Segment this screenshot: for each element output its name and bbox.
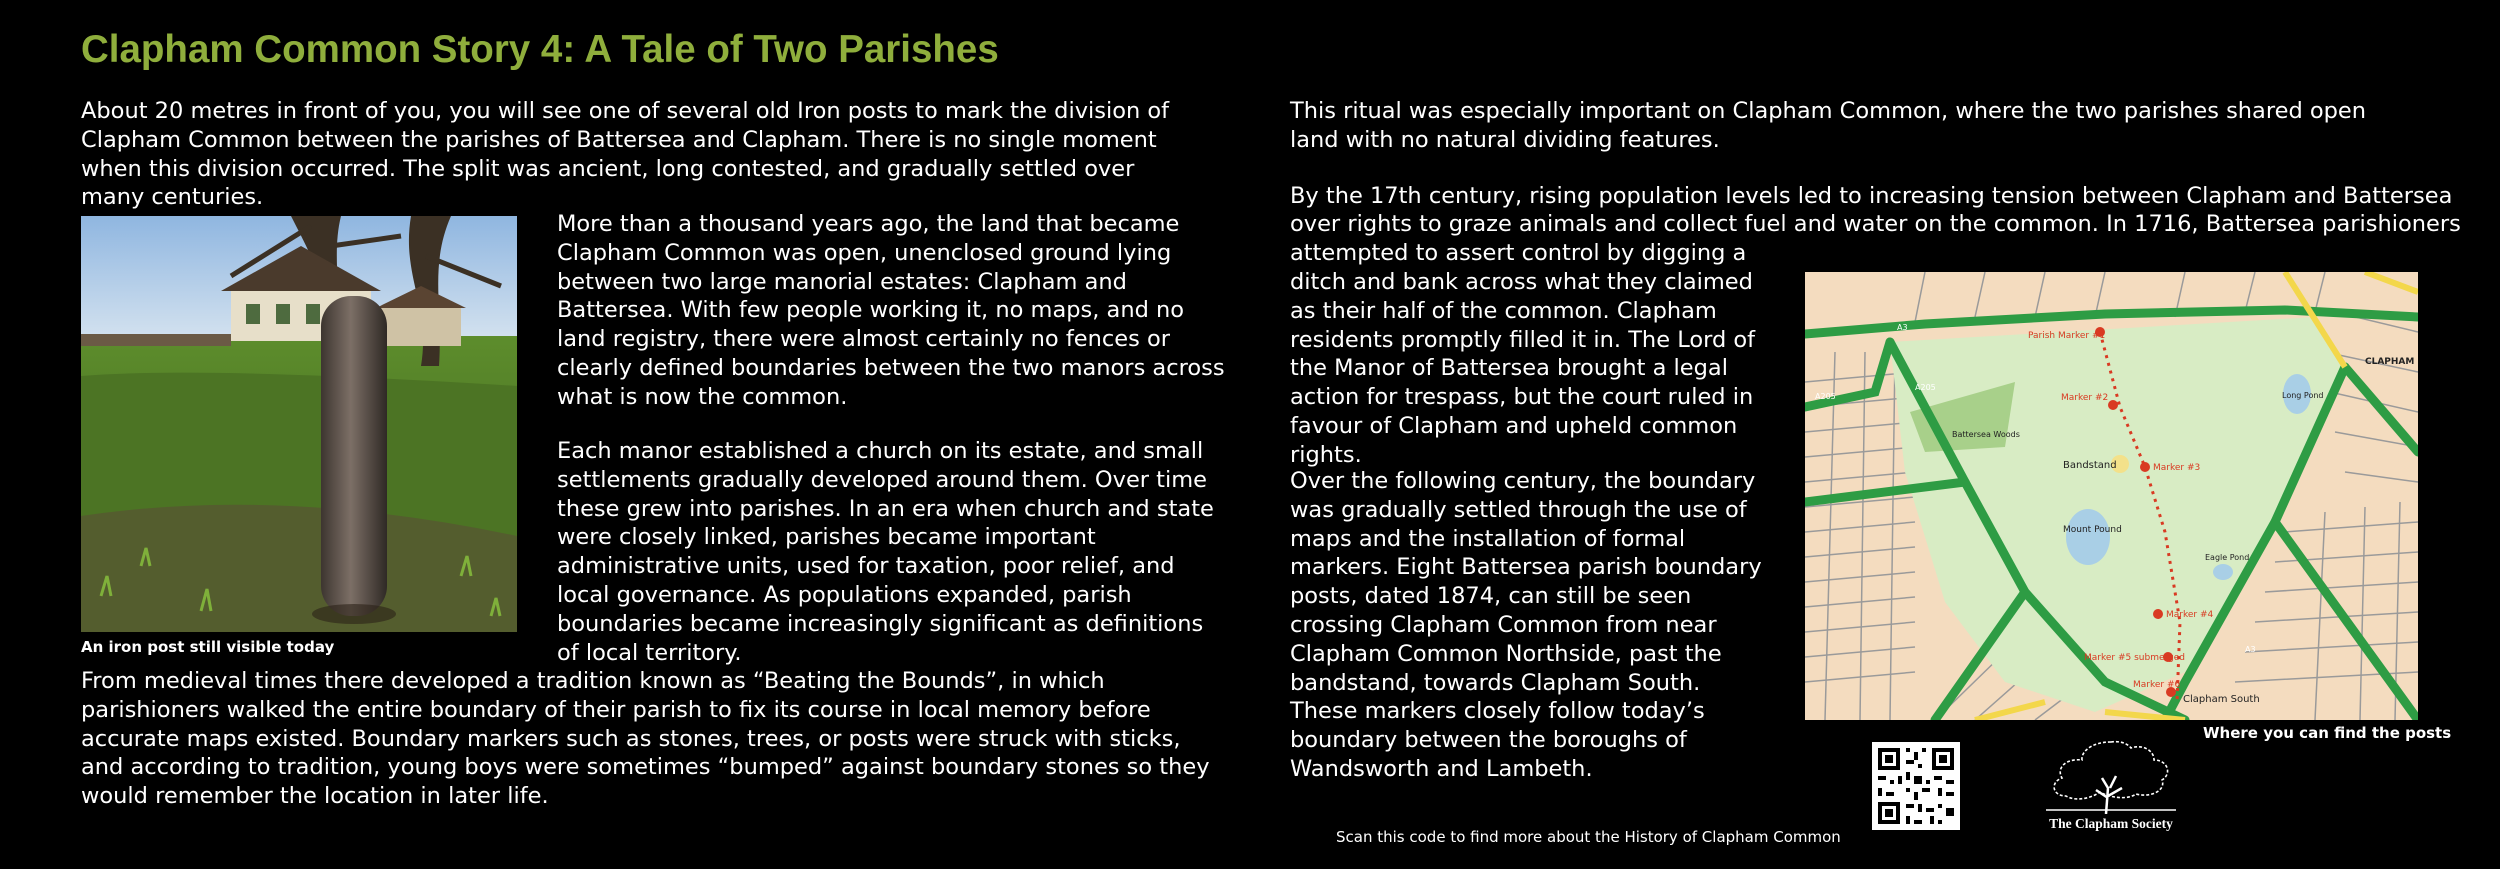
scan-instruction: Scan this code to find more about the History of Clapham Common <box>1336 828 1841 846</box>
page-title: Clapham Common Story 4: A Tale of Two Parishes <box>81 28 999 71</box>
logo-text: The Clapham Society <box>2049 816 2173 831</box>
bandstand-label: Bandstand <box>2063 460 2117 471</box>
marker-2-dot <box>2108 400 2118 410</box>
iron-post-photo <box>81 216 517 632</box>
tension-rest: ditch and bank across what they claimed as their half of the common. Clapham residents promptly filled it in. The Lord of the Manor of Battersea brought a legal action for trespass, but the court ruled in favour of Clapham and upheld common rights. <box>1290 269 1756 468</box>
long-pond-label: Long Pond <box>2282 391 2324 400</box>
boundary-map <box>1805 272 2418 720</box>
marker-4-dot <box>2153 609 2163 619</box>
tension-line-2: over rights to graze animals and collect fuel and water on the common. In 1716, Battersea parishioners <box>1290 211 2461 237</box>
battersea-woods-label: Battersea Woods <box>1952 430 2020 439</box>
road-a3-label: A3 <box>1897 323 1908 332</box>
beating-bounds-paragraph: From medieval times there developed a tradition known as “Beating the Bounds”, in which parishioners walked the entire boundary of their parish to fix its course in local memory before accurate maps existed. Boundary markers such as stones, trees, or posts were struck with sticks, and according to tradition, young boys were sometimes “bumped” against boundary stones so they would remember the location in later life. <box>81 668 1210 810</box>
road-a205-label-2: A205 <box>1915 383 1936 392</box>
clapham-label: CLAPHAM <box>2365 357 2415 367</box>
mount-pond-water <box>2066 509 2110 565</box>
road-a3-label-2: A3 <box>2245 645 2256 654</box>
mount-pond-label: Mount Pound <box>2063 525 2122 535</box>
qr-code-icon <box>1872 742 1960 830</box>
marker-6-label: Marker #6 <box>2133 680 2181 690</box>
tension-line-1: By the 17th century, rising population levels led to increasing tension between Clapham and Battersea <box>1290 183 2453 209</box>
history-paragraph: More than a thousand years ago, the land that became Clapham Common was open, unenclosed ground lying between two large manorial estates: Clapham and Battersea. With few people working it, no maps, and no land registry, there were almost certainly no fences or clearly defined boundaries between the two manors across what is now the common. <box>557 211 1225 410</box>
church-paragraph: Each manor established a church on its estate, and small settlements gradually developed around them. Over time these grew into parishes. In an era when church and state were closely linked, parishes became important administrative units, used for taxation, poor relief, and local governance. As populations expanded, parish boundaries became increasingly significant as definitions of local territory. <box>557 438 1214 666</box>
tree-icon <box>2036 738 2186 814</box>
marker-5-label: Marker #5 submerged <box>2084 653 2186 663</box>
map-caption: Where you can find the posts <box>2203 724 2452 742</box>
markers-paragraph: Over the following century, the boundary was gradually settled through the use of maps and the installation of formal markers. Eight Battersea parish boundary posts, dated 1874, can still be seen crossing Clapham Common from near Clapham Common Northside, past the bandstand, towards Clapham South. These markers closely follow today’s boundary between the boroughs of Wandsworth and Lambeth. <box>1290 468 1762 782</box>
marker-3-dot <box>2140 462 2150 472</box>
marker-3-label: Marker #3 <box>2153 463 2201 473</box>
ritual-paragraph: This ritual was especially important on Clapham Common, where the two parishes shared open land with no natural dividing features. <box>1290 98 2367 153</box>
clapham-south-label: Clapham South <box>2183 694 2260 705</box>
marker-2-label: Marker #2 <box>2061 393 2109 403</box>
road-a205-label-1: A205 <box>1815 392 1836 401</box>
boundary-map-image <box>1805 272 2418 720</box>
eagle-pond-label: Eagle Pond <box>2205 553 2250 562</box>
qr-code[interactable] <box>1872 742 1960 830</box>
photo-caption: An iron post still visible today <box>81 638 335 656</box>
marker-4-label: Marker #4 <box>2166 610 2214 620</box>
intro-paragraph: About 20 metres in front of you, you will see one of several old Iron posts to mark the division of Clapham Common between the parishes of Battersea and Clapham. There is no single moment when this division occurred. The split was ancient, long contested, and gradually settled over many centuries. <box>81 98 1170 211</box>
marker-1-label: Parish Marker #1 <box>2028 331 2106 341</box>
clapham-society-logo <box>2036 738 2186 834</box>
eagle-pond-water <box>2213 564 2233 580</box>
iron-post-photo-image <box>81 216 517 632</box>
tension-line-3: attempted to assert control by digging a <box>1290 240 1747 266</box>
